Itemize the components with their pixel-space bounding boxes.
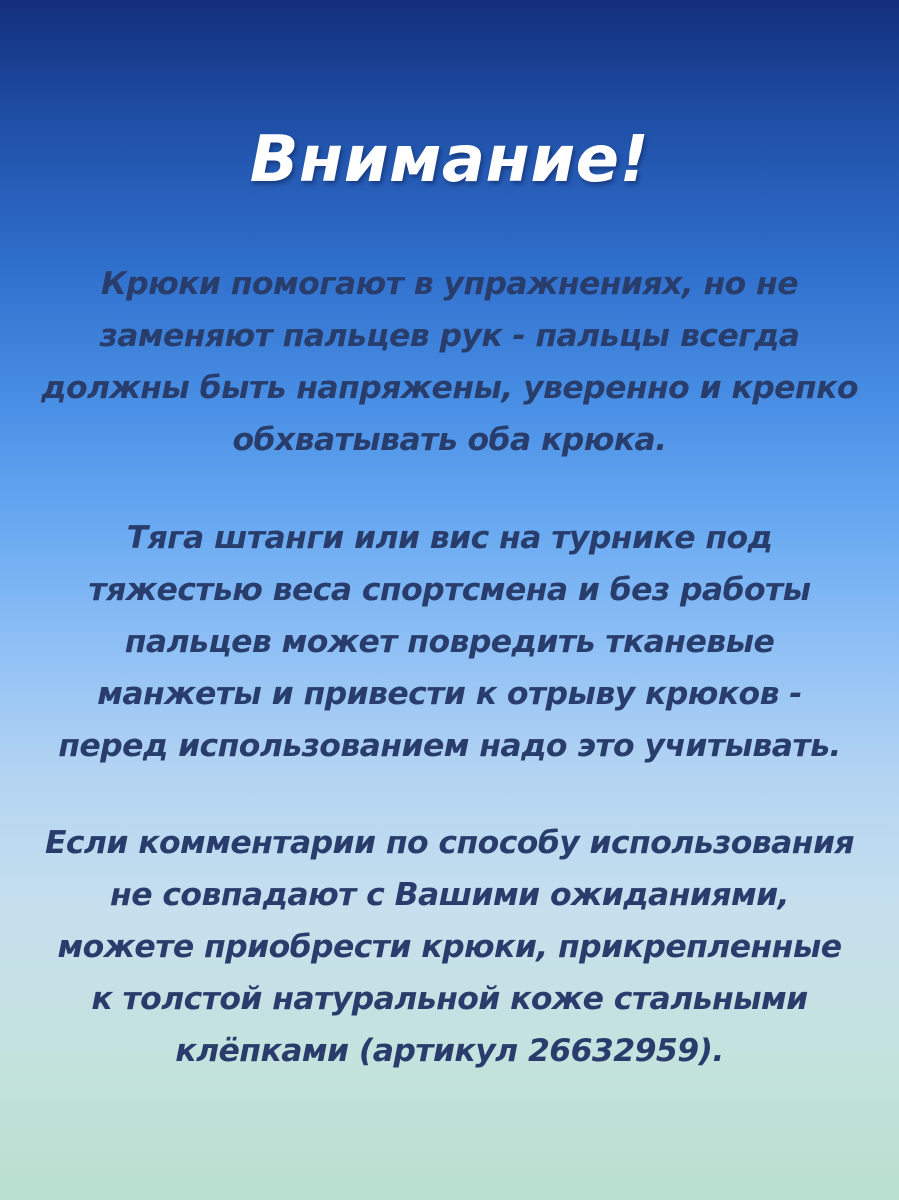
paragraph-alternative-product (0, 817, 899, 1077)
paragraph-line: Тяга штанги или вис на турнике под (126, 520, 773, 556)
paragraph-line: должны быть напряжены, уверенно и крепко (41, 370, 858, 406)
paragraph-line: можете приобрести крюки, прикрепленные (57, 929, 842, 965)
paragraph-line: к толстой натуральной коже стальными (91, 981, 808, 1017)
paragraph-line: Если комментарии по способу использования (44, 825, 855, 861)
paragraph-line: Крюки помогают в упражнениях, но не (101, 266, 798, 302)
paragraph-line: заменяют пальцев рук - пальцы всегда (99, 318, 800, 354)
notice-title: Внимание! (249, 123, 650, 197)
paragraph-fingers-warning (0, 258, 899, 466)
paragraph-line: манжеты и привести к отрыву крюков - (97, 676, 802, 712)
paragraph-line: тяжестью веса спортсмена и без работы (88, 572, 811, 608)
paragraph-line: пальцев может повредить тканевые (124, 624, 775, 660)
paragraph-line: перед использованием надо это учитывать. (58, 728, 841, 764)
paragraph-line: не совпадают с Вашими ожиданиями, (110, 877, 789, 913)
paragraph-line: обхватывать оба крюка. (232, 422, 667, 458)
paragraph-damage-warning (0, 512, 899, 772)
paragraph-line: клёпками (артикул 26632959). (175, 1033, 724, 1069)
